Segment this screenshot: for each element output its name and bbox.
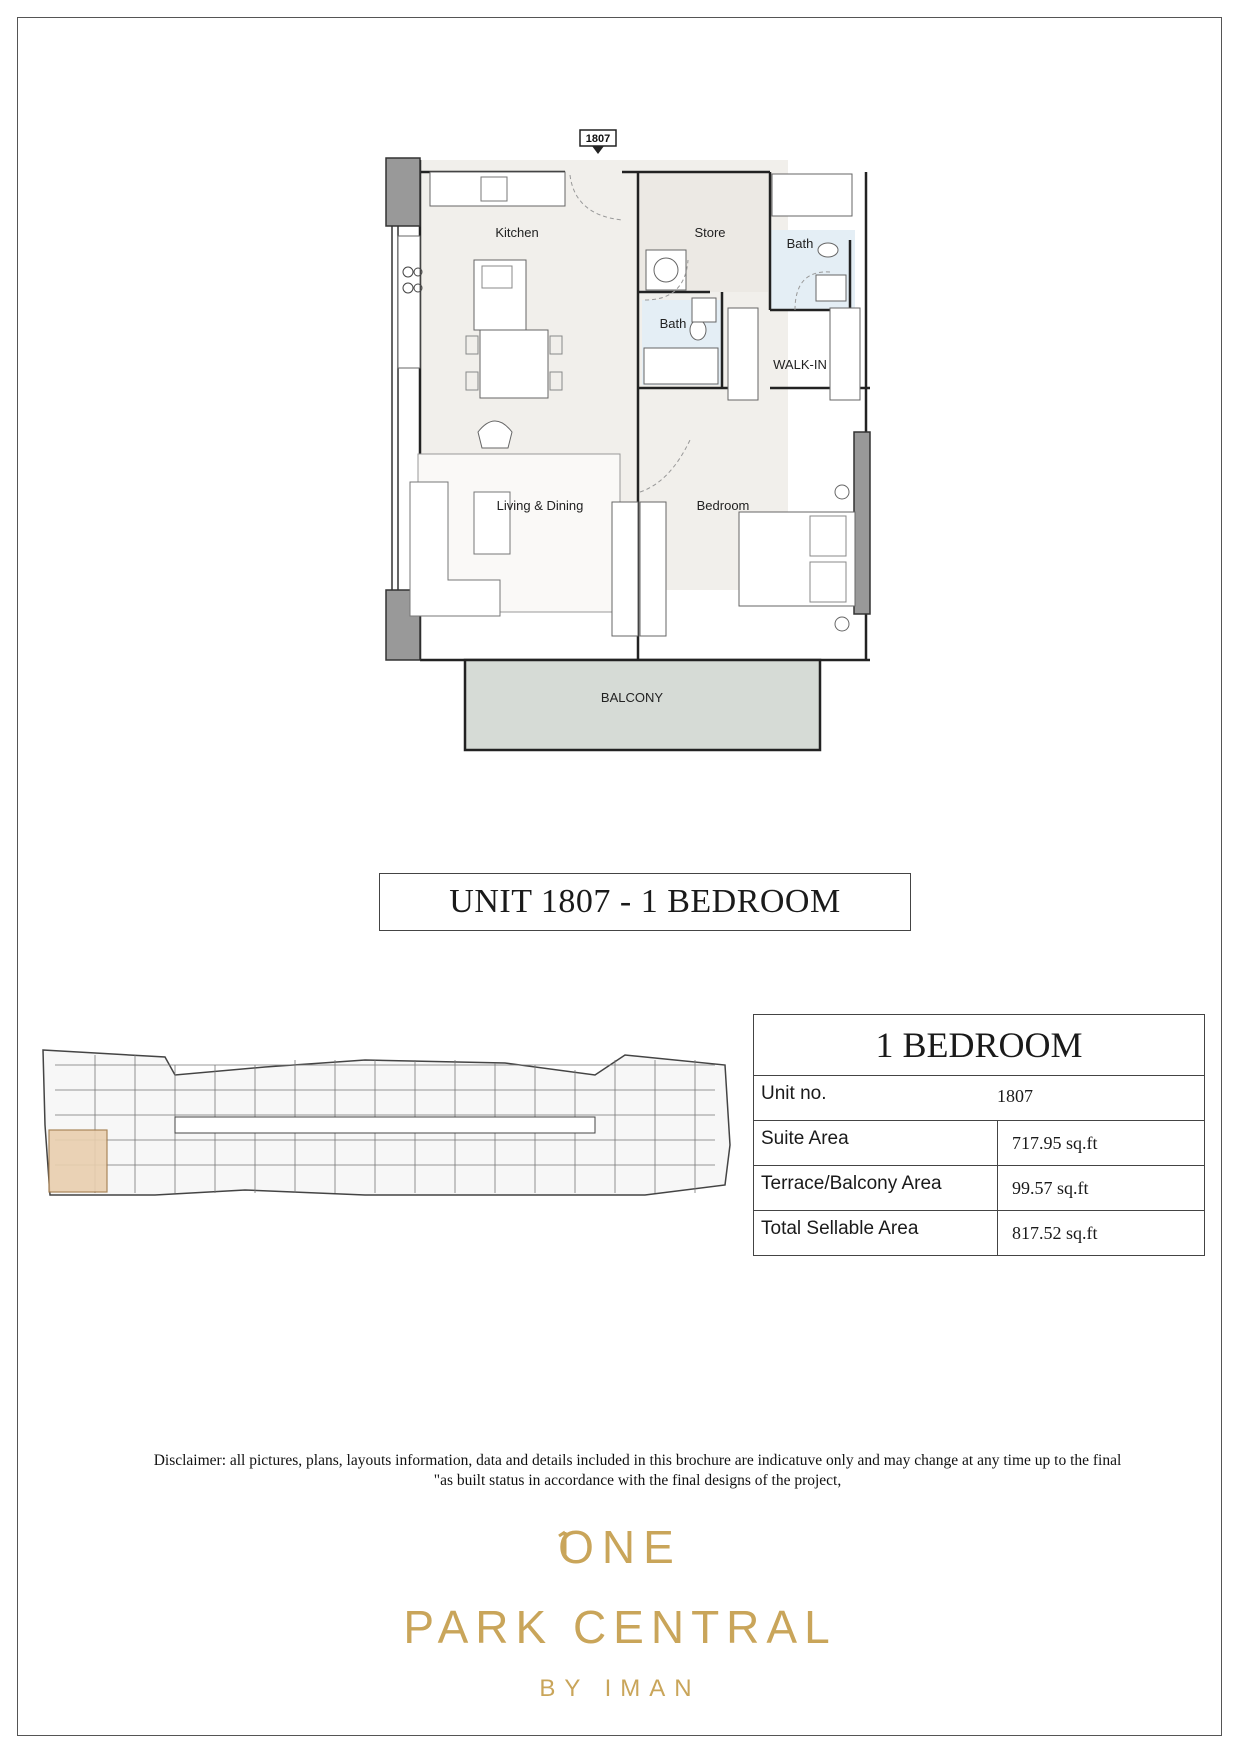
unit-title: UNIT 1807 - 1 BEDROOM	[379, 873, 911, 931]
area-row-value: 99.57 sq.ft	[997, 1166, 1204, 1210]
area-table-row	[754, 1211, 1204, 1255]
bathtub-lower	[644, 348, 718, 384]
area-table	[753, 1014, 1205, 1256]
area-table-row	[754, 1166, 1204, 1211]
balcony	[465, 660, 820, 750]
wardrobe-left	[612, 502, 638, 636]
brand-logo	[370, 1520, 870, 1710]
room-label-store: Store	[694, 225, 726, 240]
disclaimer-line-1: Disclaimer: all pictures, plans, layouts information, data and details included in this brochure are indicatuve only and may change at any time up to the final	[153, 1452, 1122, 1469]
room-label-living-dining: Living & Dining	[496, 498, 584, 513]
room-label-bath-lower: Bath	[659, 316, 687, 331]
logo-line-park-central: PARK CENTRAL	[403, 1601, 837, 1653]
unit-marker-label: 1807	[585, 133, 611, 145]
disclaimer	[60, 1451, 1215, 1491]
unit-no-label: Unit no.	[761, 1083, 827, 1104]
key-plan	[35, 1045, 735, 1220]
key-plan-unit-highlight	[49, 1130, 107, 1192]
area-table-heading: 1 BEDROOM	[754, 1015, 1204, 1076]
area-row-value: 817.52 sq.ft	[997, 1211, 1204, 1255]
wardrobe-right	[640, 502, 666, 636]
room-label-kitchen: Kitchen	[495, 225, 539, 240]
walkin-shelves-left	[728, 308, 758, 400]
area-row-value: 717.95 sq.ft	[997, 1121, 1204, 1165]
washer	[646, 250, 686, 290]
room-label-bedroom: Bedroom	[696, 498, 750, 513]
walkin-shelves-right	[830, 308, 860, 400]
key-plan-corridor	[175, 1117, 595, 1133]
room-label-walk-in: WALK-IN	[773, 357, 827, 372]
disclaimer-line-2: "as built status in accordance with the final designs of the project,	[433, 1472, 842, 1489]
logo-line-one: ONE	[558, 1521, 682, 1573]
kitchen-counter	[398, 236, 420, 368]
area-table-row	[754, 1121, 1204, 1166]
logo-line-by-iman: BY IMAN	[539, 1675, 701, 1702]
area-table-unit-row	[754, 1076, 1204, 1121]
dining-table	[480, 330, 548, 398]
room-label-balcony: BALCONY	[600, 690, 664, 705]
column-right	[854, 432, 870, 614]
unit-no-value: 1807	[997, 1086, 1033, 1106]
area-row-label: Suite Area	[761, 1128, 849, 1149]
area-row-label: Total Sellable Area	[761, 1218, 919, 1239]
bathtub-upper	[772, 174, 852, 216]
area-row-label: Terrace/Balcony Area	[761, 1173, 942, 1194]
floor-plan	[370, 120, 890, 760]
room-label-bath-upper: Bath	[786, 236, 814, 251]
column-top-left	[386, 158, 420, 226]
